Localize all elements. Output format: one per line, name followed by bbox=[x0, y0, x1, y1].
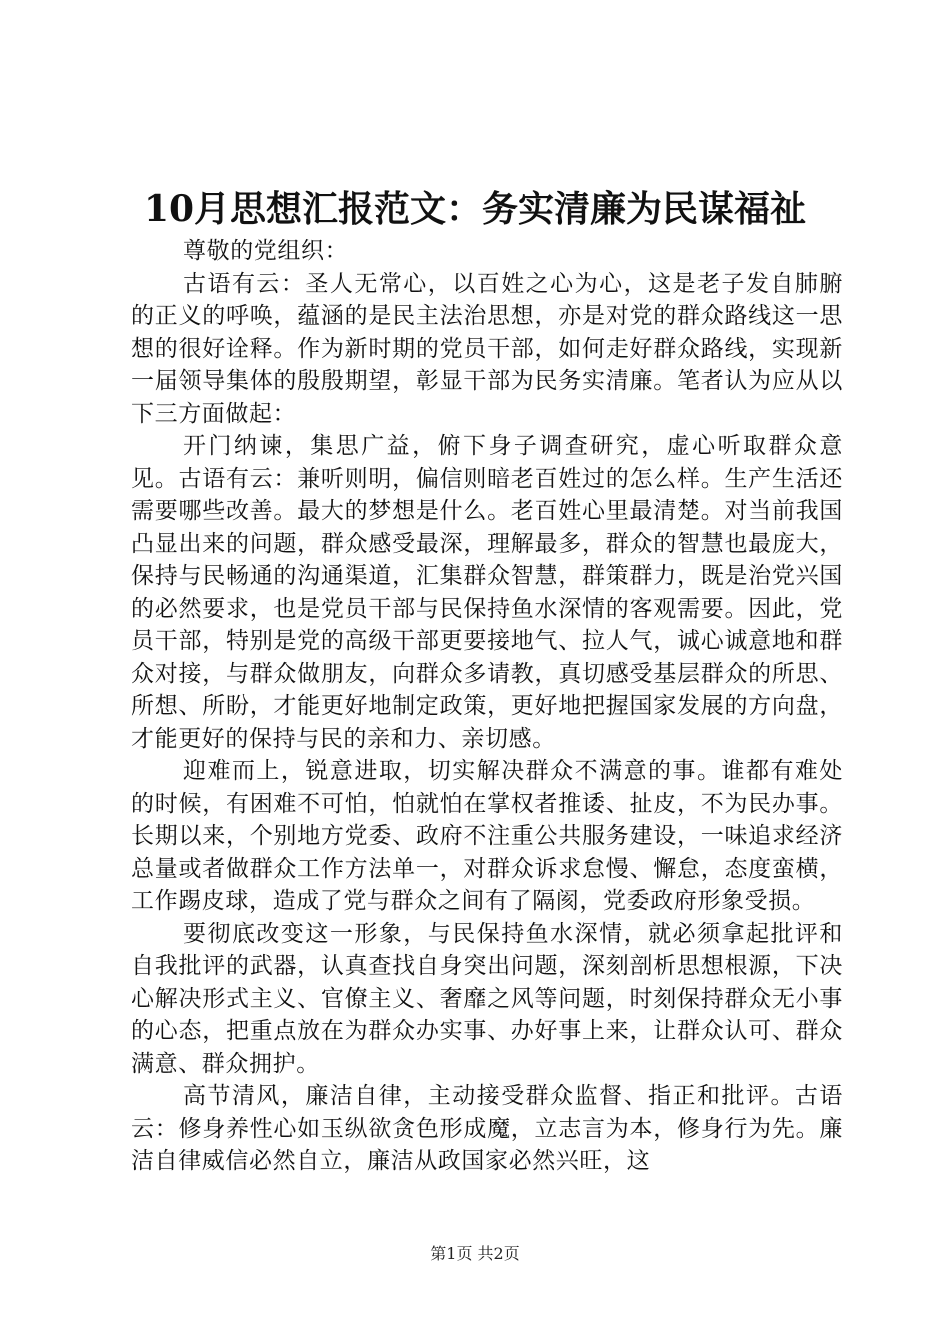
paragraph-4: 要彻底改变这一形象，与民保持鱼水深情，就必须拿起批评和自我批评的武器，认真查找自身突出问题，深刻剖析思想根源，下决心解决形式主义、官僚主义、奢靡之风等问题，时刻保持群众无小事的心态，把重点放在为群众办实事、办好事上来，让群众认可、群众满意、群众拥护。 bbox=[131, 920, 843, 1077]
salutation: 尊敬的党组织： bbox=[183, 238, 349, 264]
paragraph-3: 迎难而上，锐意进取，切实解决群众不满意的事。谁都有难处的时候，有困难不可怕，怕就怕在掌权者推诿、扯皮，不为民办事。长期以来，个别地方党委、政府不注重公共服务建设，一味追求经济总量或者做群众工作方法单一，对群众诉求怠慢、懈怠，态度蛮横，工作踢皮球，造成了党与群众之间有了隔阂，党委政府形象受损。 bbox=[131, 758, 843, 914]
paragraph-2: 开门纳谏，集思广益，俯下身子调查研究，虚心听取群众意见。古语有云：兼听则明，偏信则暗老百姓过的怎么样。生产生活还需要哪些改善。最大的梦想是什么。老百姓心里最清楚。对当前我国凸显出来的问题，群众感受最深，理解最多，群众的智慧也最庞大，保持与民畅通的沟通渠道，汇集群众智慧，群策群力，既是治党兴国的必然要求，也是党员干部与民保持鱼水深情的客观需要。因此，党员干部，特别是党的高级干部更要接地气、拉人气，诚心诚意地和群众对接，与群众做朋友，向群众多请教，真切感受基层群众的所思、所想、所盼，才能更好地制定政策，更好地把握国家发展的方向盘，才能更好的保持与民的亲和力、亲切感。 bbox=[131, 433, 843, 752]
paragraph-1: 古语有云：圣人无常心，以百姓之心为心，这是老子发自肺腑的正义的呼唤，蕴涵的是民主法治思想，亦是对党的群众路线这一思想的很好诠释。作为新时期的党员干部，如何走好群众路线，实现新一届领导集体的殷殷期望，彰显干部为民务实清廉。笔者认为应从以下三方面做起： bbox=[131, 270, 843, 427]
page-number-footer: 第1页 共2页 bbox=[430, 1244, 520, 1263]
paragraph-5: 高节清风，廉洁自律，主动接受群众监督、指正和批评。古语云：修身养性心如玉纵欲贪色形成魔，立志言为本，修身行为先。廉洁自律威信必然自立，廉洁从政国家必然兴旺，这 bbox=[131, 1083, 843, 1174]
document-body bbox=[131, 235, 843, 1178]
document-title: 10月思想汇报范文：务实清廉为民谋福祉 bbox=[143, 188, 807, 230]
